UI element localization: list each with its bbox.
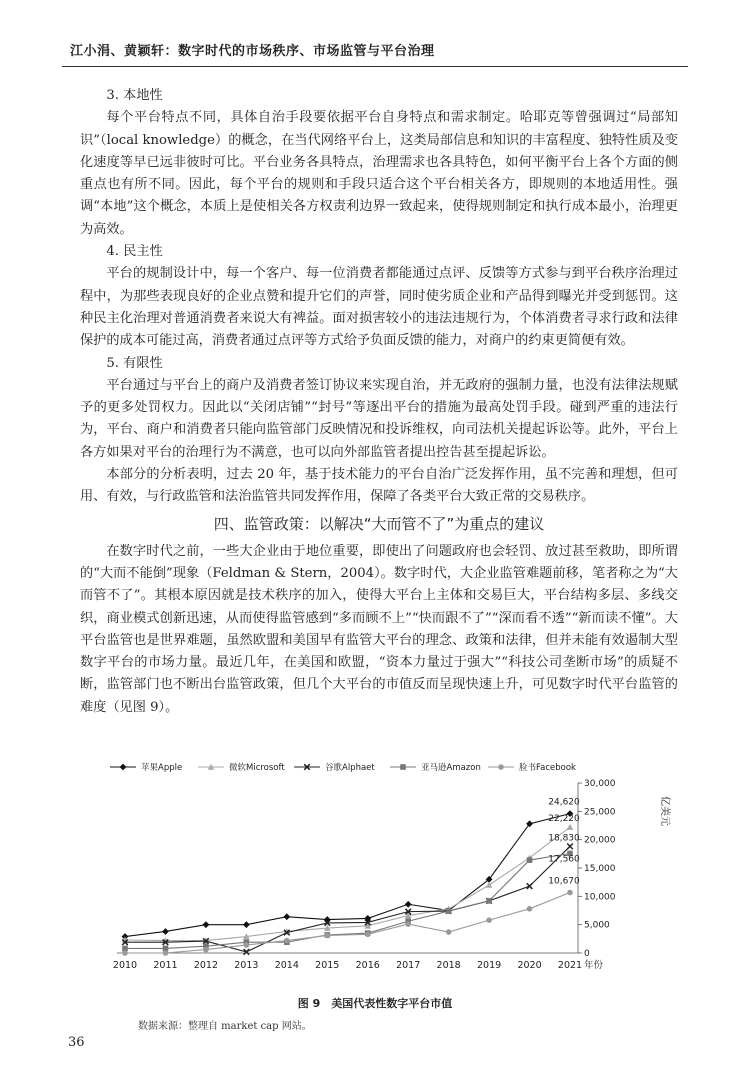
point-marker xyxy=(400,764,406,770)
point-marker xyxy=(284,938,290,944)
point-marker xyxy=(203,947,209,953)
section-four-title: 四、监管政策：以解决“大而管不了”为重点的建议 xyxy=(213,514,545,533)
point-marker xyxy=(446,929,452,935)
series-line xyxy=(125,846,570,952)
chart-axes xyxy=(113,779,672,971)
subheading-limitedness: 5. 有限性 xyxy=(106,355,163,371)
point-marker xyxy=(567,824,574,830)
point-marker xyxy=(486,898,492,904)
x-tick-label: 2019 xyxy=(476,960,502,971)
point-marker xyxy=(527,906,533,912)
x-tick-label: 2015 xyxy=(315,960,340,971)
figure-source: 数据来源：整理自 market cap 网站。 xyxy=(138,1021,312,1032)
x-tick-label: 2010 xyxy=(112,960,138,971)
point-marker xyxy=(120,764,127,771)
point-marker xyxy=(486,917,492,923)
point-marker xyxy=(162,928,169,935)
legend-label: 亚马逊Amazon xyxy=(421,763,481,773)
data-label: 22,220 xyxy=(548,814,580,825)
y-tick-label: 15,000 xyxy=(584,864,616,874)
point-marker xyxy=(567,843,573,849)
y-tick-label: 0 xyxy=(584,949,590,959)
series-2 xyxy=(122,843,573,954)
series-line xyxy=(125,853,570,948)
point-marker xyxy=(527,883,533,889)
point-marker xyxy=(498,764,504,770)
legend-label: 谷歌Alphaet xyxy=(325,763,375,773)
data-label: 24,620 xyxy=(548,797,580,808)
legend-label: 微软Microsoft xyxy=(229,763,285,773)
x-tick-label: 2011 xyxy=(153,960,178,971)
series-line xyxy=(125,827,570,940)
running-header: 江小涓、黄颖轩：数字时代的市场秩序、市场监管与平台治理 xyxy=(70,44,435,59)
point-marker xyxy=(486,882,493,888)
x-tick-label: 2013 xyxy=(234,960,259,971)
paragraph-summary: 本部分的分析表明，过去 20 年，基于技术能力的平台自治广泛发挥作用，虽不完善和理想，但可用、有效，与行政监管和法治监管共同发挥作用，保障了各类平台大致正常的交易秩序。 xyxy=(80,467,678,505)
point-marker xyxy=(567,890,573,896)
point-marker xyxy=(243,921,250,928)
data-label: 17,560 xyxy=(548,854,580,865)
point-marker xyxy=(405,921,411,927)
y-tick-label: 10,000 xyxy=(584,892,616,903)
legend-item xyxy=(110,762,182,773)
x-tick-label: 2014 xyxy=(274,960,299,971)
point-marker xyxy=(527,857,533,863)
paragraph-democracy: 平台的规制设计中，每一个客户、每一位消费者都能通过点评、反馈等方式参与到平台秩序治理过程中，为那些表现良好的企业点赞和提升它们的声誉，同时使劣质企业和产品得到曝光并受到惩罚。这种民主化治理对普通消费者来说大有裨益。面对损害较小的违法违规行为，个体消费者寻求行政和法律保护的成本可能过高，消费者通过点评等方式给予负面反馈的能力，对商户的约束更简便有效。 xyxy=(80,266,678,349)
point-marker xyxy=(405,901,412,908)
legend-item xyxy=(198,762,285,773)
point-marker xyxy=(446,908,452,914)
paragraph-localness: 每个平台特点不同，具体自治手段要依据平台自身特点和需求制定。哈耶克等曾强调过“局部知识”（local knowledge）的概念，在当代网络平台上，这类局部信息和知识的丰富程度、独特性质及变化速度等早已远非彼时可比。平台业务各具特点，治理需求也各具特色，如何平衡平台上各个方面的侧重点也有所不同。因此，每个平台的规则和手段只适合这个平台相关各方，即规则的本地适用性。强调“本地”这个概念，本质上是使相关各方权责利边界一致起来，使得规则制定和执行成本最小，治理更为高效。 xyxy=(80,110,678,237)
page-number: 36 xyxy=(68,1035,85,1050)
x-tick-label: 2016 xyxy=(355,960,380,971)
y-tick-label: 20,000 xyxy=(584,835,616,846)
y-tick-label: 25,000 xyxy=(584,807,616,818)
chart-data-labels xyxy=(548,798,580,887)
point-marker xyxy=(324,933,330,939)
paragraph-limitedness: 平台通过与平台上的商户及消费者签订协议来实现自治，并无政府的强制力量，也没有法律法规赋予的更多处罚权力。因此以“关闭店铺”“封号”等逐出平台的措施为最高处罚手段。碰到严重的违法行为，平台、商户和消费者只能向监管部门反映情况和投诉维权，向司法机关提起诉讼等。此外，平台上各方如果对平台的治理行为不满意，也可以向外部监管者提出控告甚至提起诉讼。 xyxy=(80,377,678,460)
point-marker xyxy=(365,932,371,938)
series-0 xyxy=(122,810,574,940)
legend-item xyxy=(488,762,576,773)
x-tick-label: 2018 xyxy=(436,960,461,971)
chart-legend xyxy=(110,762,576,773)
legend-label: 苹果Apple xyxy=(141,763,183,773)
point-marker xyxy=(122,950,128,956)
subheading-localness: 3. 本地性 xyxy=(106,88,163,103)
data-label: 10,670 xyxy=(548,876,580,887)
y-tick-label: 30,000 xyxy=(584,779,616,789)
y-axis-label: 亿美元 xyxy=(659,796,670,826)
x-tick-label: 2020 xyxy=(517,960,542,971)
x-tick-label: 2017 xyxy=(396,960,421,971)
legend-item xyxy=(294,762,375,773)
point-marker xyxy=(244,942,250,948)
x-tick-label: 2012 xyxy=(193,960,219,971)
paragraph-section-four: 在数字时代之前，一些大企业由于地位重要，即使出了问题政府也会轻罚、放过甚至救助，即所谓的“大而不能倒”现象（Feldman & Stern，2004）。数字时代，大企业监管难题前移，笔者称之为“大而管不了”。其根本原因就是技术秩序的加入，使得大平台上主体和交易巨大，平台结构多层、多线交织，商业模式创新迅速，从而使得监管感到“多而顾不上”“快而跟不了”“深而看不透”“新而读不懂”。大平台监管也是世界难题，虽然欧盟和美国早有监管大平台的理念、政策和法律，但并未能有效遏制大型数字平台的市场力量。最近几年，在美国和欧盟，“资本力量过于强大”“科技公司垄断市场”的质疑不断，监管部门也不断出台监管政策，但几个大平台的市值反而呈现快速上升，可见数字时代平台监管的难度（见图 9）。 xyxy=(80,543,678,715)
subheading-democracy: 4. 民主性 xyxy=(106,244,163,260)
x-tick-label: 2021 xyxy=(557,960,583,971)
figure-caption: 图 9 美国代表性数字平台市值 xyxy=(297,997,453,1010)
data-label: 18,830 xyxy=(548,833,580,844)
series-3 xyxy=(122,851,573,952)
y-tick-label: 5,000 xyxy=(584,920,610,931)
chart-series xyxy=(122,810,574,956)
chart-svg xyxy=(90,757,690,985)
legend-item xyxy=(390,762,481,773)
point-marker xyxy=(163,950,169,956)
x-axis-label: 年份 xyxy=(584,960,604,971)
point-marker xyxy=(283,913,290,920)
legend-label: 脸书Facebook xyxy=(519,763,576,773)
market-cap-chart xyxy=(90,757,690,985)
header-rule xyxy=(62,66,688,67)
point-marker xyxy=(203,921,210,928)
article-body xyxy=(80,85,678,719)
